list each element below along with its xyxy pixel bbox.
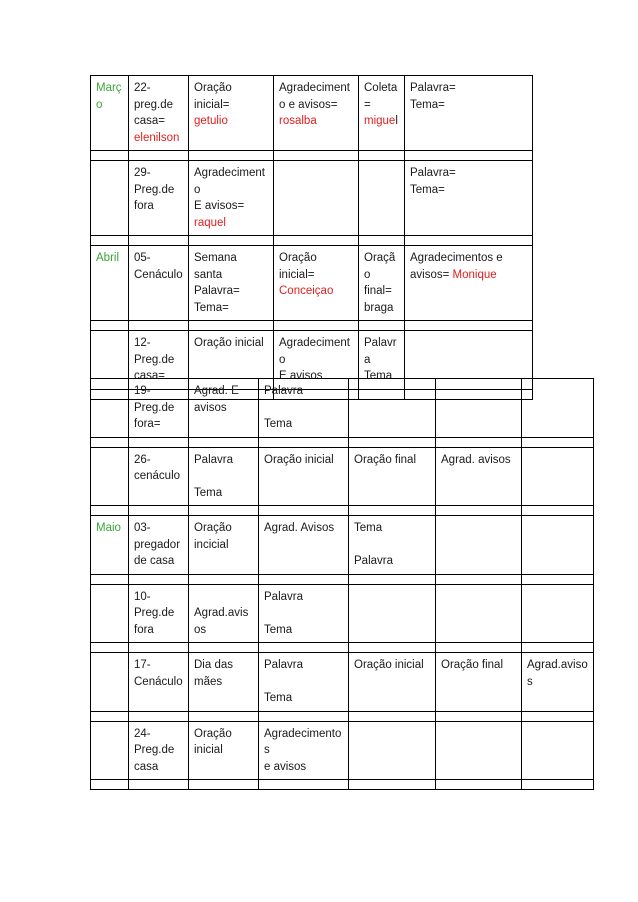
- spacer-cell: [405, 321, 533, 331]
- role-cell: [349, 447, 436, 506]
- spacer-cell: [189, 643, 259, 653]
- role-cell: [436, 379, 522, 438]
- spacer-cell: [129, 321, 189, 331]
- role-cell: [405, 76, 533, 151]
- spacer-cell: [259, 711, 349, 721]
- role-cell: [522, 721, 594, 780]
- date-cell: [129, 584, 189, 643]
- spacer-cell: [189, 574, 259, 584]
- cell-text: Agradeciment o e avisos=: [279, 82, 350, 111]
- role-cell: [259, 379, 349, 438]
- spacer-cell: [129, 236, 189, 246]
- spacer-cell: [274, 321, 359, 331]
- spacer-cell: [91, 711, 129, 721]
- spacer-row: [91, 151, 533, 161]
- spacer-cell: [259, 506, 349, 516]
- spacer-cell: [522, 506, 594, 516]
- assignee-name: raquel: [194, 216, 226, 229]
- role-cell: [189, 161, 274, 236]
- cell-text: Agradeciment o E avisos: [279, 337, 350, 382]
- role-cell: [359, 161, 405, 236]
- cell-text: 24- Preg.de casa: [134, 727, 175, 773]
- cell-text: Agrad. avisos: [441, 453, 511, 466]
- spacer-cell: [91, 151, 129, 161]
- role-cell: [274, 246, 359, 321]
- cell-text: Palavra Tema: [264, 385, 303, 430]
- date-cell: [129, 161, 189, 236]
- spacer-cell: [349, 506, 436, 516]
- role-cell: [189, 246, 274, 321]
- role-cell: [259, 447, 349, 506]
- cell-text: Oração inicial: [264, 453, 334, 466]
- spacer-row: [91, 437, 594, 447]
- spacer-row: [91, 711, 594, 721]
- cell-text: 19- Preg.de fora=: [134, 385, 175, 430]
- date-cell: [129, 653, 189, 712]
- spacer-cell: [91, 236, 129, 246]
- month-cell: [91, 447, 129, 506]
- spacer-cell: [189, 236, 274, 246]
- spacer-cell: [522, 437, 594, 447]
- spacer-cell: [359, 236, 405, 246]
- spacer-cell: [189, 506, 259, 516]
- schedule-row: [91, 379, 594, 438]
- spacer-cell: [91, 574, 129, 584]
- cell-text: Oração final: [354, 453, 417, 466]
- spacer-cell: [189, 437, 259, 447]
- role-cell: [405, 161, 533, 236]
- spacer-cell: [436, 711, 522, 721]
- cell-text: Coleta =: [364, 82, 398, 111]
- role-cell: [522, 584, 594, 643]
- spacer-cell: [274, 151, 359, 161]
- spacer-cell: [91, 506, 129, 516]
- schedule-row: [91, 653, 594, 712]
- spacer-cell: [129, 506, 189, 516]
- spacer-cell: [405, 236, 533, 246]
- spacer-cell: [436, 437, 522, 447]
- cell-text: Semana santa Palavra= Tema=: [194, 252, 240, 314]
- role-cell: [522, 379, 594, 438]
- cell-text: Palavra Tema: [264, 590, 303, 636]
- assignee-name: Conceiçao: [279, 285, 334, 297]
- cell-text: Agradecimentos e avisos: [264, 727, 342, 773]
- role-cell: [189, 721, 259, 780]
- date-cell: [129, 721, 189, 780]
- schedule-row: [91, 246, 533, 321]
- cell-text: 26- cenáculo: [134, 453, 181, 482]
- spacer-cell: [129, 780, 189, 790]
- role-cell: [274, 76, 359, 151]
- role-cell: [189, 653, 259, 712]
- spacer-cell: [259, 780, 349, 790]
- role-cell: [189, 516, 259, 575]
- cell-text: Agradecimentos e avisos=: [410, 252, 503, 281]
- cell-text: Agradeciment o E avisos=: [194, 167, 265, 212]
- cell-text: Palavra Tema: [364, 337, 397, 382]
- month-cell: [91, 584, 129, 643]
- spacer-cell: [349, 711, 436, 721]
- spacer-cell: [129, 151, 189, 161]
- cell-text: Agrad.avisos: [194, 607, 249, 636]
- role-cell: [349, 653, 436, 712]
- cell-text: Oração inicial: [194, 337, 264, 349]
- spacer-cell: [359, 151, 405, 161]
- cell-text: l: [395, 115, 398, 127]
- spacer-cell: [91, 643, 129, 653]
- role-cell: [189, 584, 259, 643]
- date-cell: [129, 246, 189, 321]
- cell-text: Oração final= braga: [364, 252, 396, 314]
- spacer-cell: [189, 321, 274, 331]
- spacer-cell: [129, 643, 189, 653]
- role-cell: [522, 447, 594, 506]
- role-cell: [436, 721, 522, 780]
- spacer-cell: [189, 151, 274, 161]
- month-cell: Março: [91, 76, 129, 151]
- spacer-cell: [349, 643, 436, 653]
- spacer-cell: [189, 780, 259, 790]
- spacer-cell: [522, 780, 594, 790]
- cell-text: 17- Cenáculo: [134, 659, 183, 688]
- spacer-row: [91, 321, 533, 331]
- spacer-cell: [522, 643, 594, 653]
- spacer-row: [91, 780, 594, 790]
- assignee-name: elenilson: [134, 131, 180, 144]
- spacer-cell: [436, 574, 522, 584]
- cell-text: Oração final: [441, 659, 504, 671]
- schedule-table-april-may: [90, 378, 594, 790]
- spacer-cell: [259, 643, 349, 653]
- role-cell: [189, 379, 259, 438]
- spacer-cell: [91, 780, 129, 790]
- month-cell: Abril: [91, 246, 129, 321]
- spacer-cell: [129, 711, 189, 721]
- spacer-row: [91, 574, 594, 584]
- role-cell: [189, 76, 274, 151]
- cell-text: Tema Palavra: [354, 522, 393, 567]
- date-cell: [129, 76, 189, 151]
- role-cell: [522, 516, 594, 575]
- cell-text: 12- Preg.de casa=: [134, 337, 175, 382]
- schedule-row: [91, 161, 533, 236]
- role-cell: [349, 721, 436, 780]
- role-cell: [349, 379, 436, 438]
- spacer-cell: [259, 574, 349, 584]
- schedule-row: [91, 76, 533, 151]
- spacer-cell: [91, 321, 129, 331]
- month-cell: [91, 721, 129, 780]
- spacer-cell: [91, 437, 129, 447]
- cell-text: Agrad. Avisos: [264, 522, 335, 534]
- cell-text: Agrad. E avisos: [194, 385, 239, 414]
- cell-text: 29- Preg.de fora: [134, 167, 175, 212]
- spacer-cell: [436, 506, 522, 516]
- role-cell: [274, 161, 359, 236]
- role-cell: [189, 447, 259, 506]
- role-cell: [349, 584, 436, 643]
- cell-text: 10- Preg.de fora: [134, 590, 175, 636]
- schedule-table-march-april: [90, 75, 533, 400]
- assignee-name: Monique: [452, 268, 497, 281]
- cell-text: Oração incicial: [194, 522, 232, 551]
- role-cell: [359, 246, 405, 321]
- date-cell: [129, 379, 189, 438]
- assignee-name: getulio: [194, 115, 228, 127]
- spacer-cell: [436, 780, 522, 790]
- cell-text: Oração inicial: [194, 727, 232, 756]
- role-cell: [259, 516, 349, 575]
- spacer-cell: [349, 574, 436, 584]
- spacer-cell: [189, 711, 259, 721]
- role-cell: [436, 653, 522, 712]
- spacer-cell: [522, 574, 594, 584]
- role-cell: [436, 584, 522, 643]
- cell-text: Dia das mães: [194, 659, 233, 688]
- cell-text: Palavra= Tema=: [410, 167, 456, 196]
- cell-text: Palavra Tema: [264, 659, 303, 704]
- role-cell: [259, 584, 349, 643]
- spacer-cell: [349, 780, 436, 790]
- spacer-cell: [129, 437, 189, 447]
- role-cell: [522, 653, 594, 712]
- spacer-cell: [259, 437, 349, 447]
- role-cell: [359, 76, 405, 151]
- role-cell: [259, 721, 349, 780]
- schedule-row: [91, 721, 594, 780]
- date-cell: [129, 516, 189, 575]
- schedule-row: [91, 584, 594, 643]
- role-cell: [259, 653, 349, 712]
- cell-text: Palavra= Tema=: [410, 82, 456, 111]
- cell-text: Oração inicial=: [194, 82, 232, 111]
- month-cell: [91, 379, 129, 438]
- spacer-cell: [349, 437, 436, 447]
- spacer-cell: [522, 711, 594, 721]
- month-cell: [91, 161, 129, 236]
- cell-text: Oração inicial: [354, 659, 424, 671]
- cell-text: 05- Cenáculo: [134, 252, 183, 281]
- cell-text: Oração inicial=: [279, 252, 317, 281]
- spacer-cell: [129, 574, 189, 584]
- month-cell: Maio: [91, 516, 129, 575]
- spacer-row: [91, 643, 594, 653]
- spacer-row: [91, 506, 594, 516]
- spacer-cell: [405, 151, 533, 161]
- assignee-name: rosalba: [279, 115, 317, 127]
- cell-text: Palavra Tema: [194, 453, 233, 499]
- role-cell: [436, 516, 522, 575]
- cell-text: Agrad.avisos: [527, 659, 588, 688]
- spacer-cell: [359, 321, 405, 331]
- role-cell: [405, 246, 533, 321]
- role-cell: [349, 516, 436, 575]
- assignee-name: migue: [364, 115, 396, 127]
- date-cell: [129, 447, 189, 506]
- spacer-cell: [274, 236, 359, 246]
- cell-text: 22- preg.de casa=: [134, 82, 174, 127]
- role-cell: [436, 447, 522, 506]
- spacer-row: [91, 236, 533, 246]
- schedule-row: [91, 447, 594, 506]
- schedule-row: [91, 516, 594, 575]
- cell-text: 03- pregador de casa: [134, 522, 181, 567]
- spacer-cell: [436, 643, 522, 653]
- month-cell: [91, 653, 129, 712]
